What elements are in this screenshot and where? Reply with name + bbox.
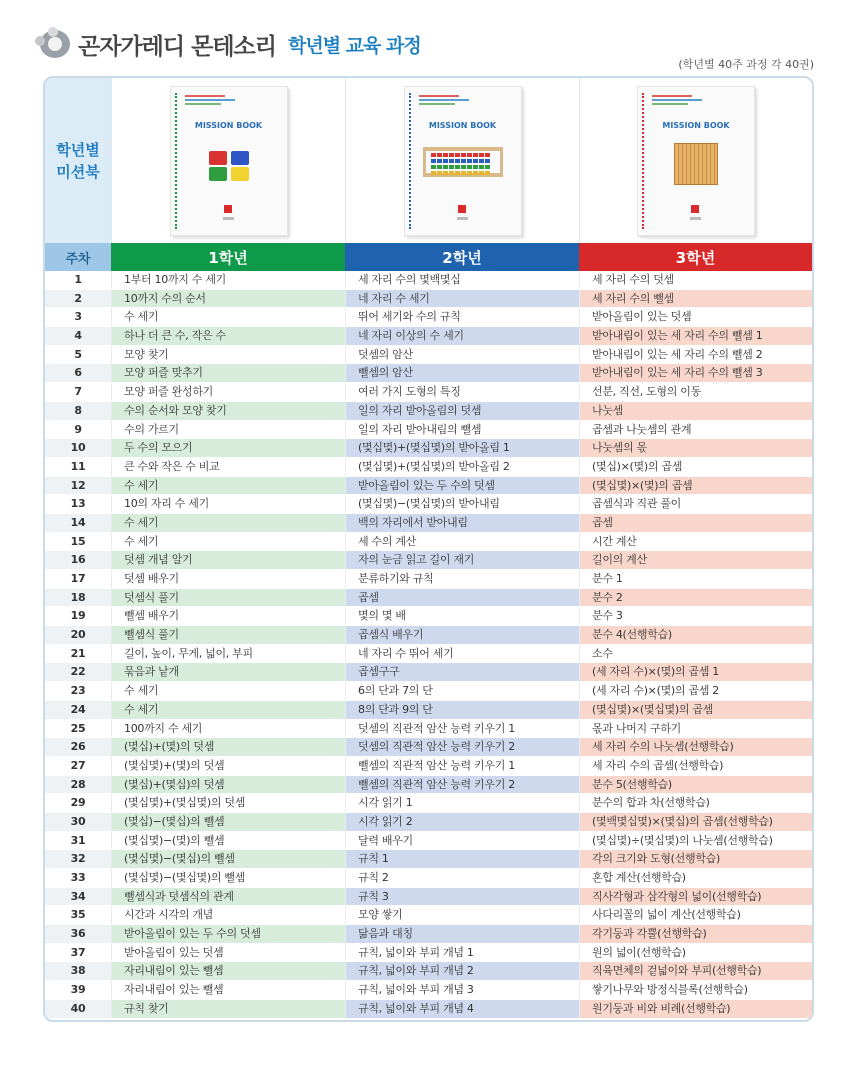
week-number: 39 — [45, 981, 111, 1000]
week-number: 2 — [45, 290, 111, 309]
table-row — [45, 364, 812, 383]
grade1-topic: (몇십몇)+(몇십몇)의 덧셈 — [111, 794, 345, 813]
table-row — [45, 383, 812, 402]
grade1-topic: 수의 순서와 모양 찾기 — [111, 402, 345, 421]
table-body — [45, 271, 812, 1019]
grade3-topic: 받아내림이 있는 세 자리 수의 뺄셈 3 — [579, 364, 812, 383]
grade2-topic: 분류하기와 규칙 — [345, 570, 579, 589]
grade3-topic: 세 자리 수의 나눗셈(선행학습) — [579, 738, 812, 757]
week-number: 30 — [45, 813, 111, 832]
grade2-topic: 세 자리 수의 몇백몇십 — [345, 271, 579, 290]
week-number: 16 — [45, 551, 111, 570]
grade1-book-cell — [111, 78, 345, 243]
grade2-mission-book-cover — [404, 86, 522, 236]
grade3-topic: 선분, 직선, 도형의 이동 — [579, 383, 812, 402]
table-row — [45, 925, 812, 944]
grade2-topic: 받아올림이 있는 두 수의 덧셈 — [345, 477, 579, 496]
grade2-topic: 일의 자리 받아내림의 뺄셈 — [345, 421, 579, 440]
table-row — [45, 720, 812, 739]
grade2-topic: 규칙, 넓이와 부피 개념 2 — [345, 962, 579, 981]
week-number: 18 — [45, 589, 111, 608]
grade2-topic: 덧셈의 직관적 암산 능력 키우기 1 — [345, 720, 579, 739]
grade2-topic: 곱셈 — [345, 589, 579, 608]
grade2-topic: 8의 단과 9의 단 — [345, 701, 579, 720]
week-number: 25 — [45, 720, 111, 739]
table-row — [45, 551, 812, 570]
grade2-topic: 규칙, 넓이와 부피 개념 3 — [345, 981, 579, 1000]
week-number: 32 — [45, 850, 111, 869]
brain-logo-icon — [34, 27, 72, 61]
week-number: 13 — [45, 495, 111, 514]
grade3-topic: 시간 계산 — [579, 533, 812, 552]
brand-title: 곤자가레디 몬테소리 — [78, 33, 276, 60]
week-number: 37 — [45, 944, 111, 963]
week-number: 9 — [45, 421, 111, 440]
grade3-topic: 곱셈 — [579, 514, 812, 533]
grade3-topic: 몫과 나머지 구하기 — [579, 720, 812, 739]
grade3-topic: 세 자리 수의 뺄셈 — [579, 290, 812, 309]
grade3-topic: 직육면체의 겉넓이와 부피(선행학습) — [579, 962, 812, 981]
grade3-topic: 곱셈식과 직관 풀이 — [579, 495, 812, 514]
grade2-topic: 뺄셈의 직관적 암산 능력 키우기 2 — [345, 776, 579, 795]
week-number: 14 — [45, 514, 111, 533]
grade3-topic: (세 자리 수)×(몇)의 곱셈 1 — [579, 663, 812, 682]
grade1-mission-book-cover — [170, 86, 288, 236]
table-row — [45, 701, 812, 720]
grade1-topic: 뺄셈 배우기 — [111, 607, 345, 626]
grade3-topic: 분수의 합과 차(선행학습) — [579, 794, 812, 813]
curriculum-table — [45, 243, 812, 1019]
table-row — [45, 458, 812, 477]
grade1-topic: 10까지 수의 순서 — [111, 290, 345, 309]
grade2-topic: 뺄셈의 직관적 암산 능력 키우기 1 — [345, 757, 579, 776]
table-row — [45, 869, 812, 888]
table-row — [45, 477, 812, 496]
table-row — [45, 421, 812, 440]
grade1-topic: 하나 더 큰 수, 작은 수 — [111, 327, 345, 346]
grade2-topic: 몇의 몇 배 — [345, 607, 579, 626]
grade2-topic: 여러 가지 도형의 특징 — [345, 383, 579, 402]
grade2-topic: 자의 눈금 읽고 길이 재기 — [345, 551, 579, 570]
grade2-topic: 뛰어 세기와 수의 규칙 — [345, 308, 579, 327]
week-number: 1 — [45, 271, 111, 290]
grade2-topic: 규칙 2 — [345, 869, 579, 888]
week-number: 12 — [45, 477, 111, 496]
table-row — [45, 850, 812, 869]
grade1-topic: 큰 수와 작은 수 비교 — [111, 458, 345, 477]
table-row — [45, 906, 812, 925]
grade3-topic: 분수 1 — [579, 570, 812, 589]
grade2-topic: 규칙 1 — [345, 850, 579, 869]
week-number: 38 — [45, 962, 111, 981]
grade2-topic: 달력 배우기 — [345, 832, 579, 851]
week-number: 21 — [45, 645, 111, 664]
grade3-topic: (몇십몇)×(몇십몇)의 곱셈 — [579, 701, 812, 720]
table-row — [45, 776, 812, 795]
grade3-topic: 나눗셈 — [579, 402, 812, 421]
grade3-topic: (몇십)×(몇)의 곱셈 — [579, 458, 812, 477]
grade3-book-cell — [579, 78, 812, 243]
grade2-topic: 모양 쌓기 — [345, 906, 579, 925]
table-header-row — [45, 243, 812, 271]
week-number: 36 — [45, 925, 111, 944]
week-number: 28 — [45, 776, 111, 795]
mission-book-row — [45, 78, 812, 243]
grade1-topic: (몇십몇)−(몇)의 뺄셈 — [111, 832, 345, 851]
grade2-topic: 세 수의 계산 — [345, 533, 579, 552]
grade1-topic: 덧셈 개념 알기 — [111, 551, 345, 570]
table-row — [45, 981, 812, 1000]
table-row — [45, 607, 812, 626]
week-number: 35 — [45, 906, 111, 925]
grade1-topic: 시간과 시각의 개념 — [111, 906, 345, 925]
week-number: 27 — [45, 757, 111, 776]
table-row — [45, 1000, 812, 1019]
table-row — [45, 495, 812, 514]
grade1-topic: 길이, 높이, 무게, 넓이, 부피 — [111, 645, 345, 664]
grade3-topic: 원기둥과 비와 비례(선행학습) — [579, 1000, 812, 1019]
table-row — [45, 308, 812, 327]
week-number: 15 — [45, 533, 111, 552]
header-grade2: 2학년 — [345, 243, 579, 271]
table-row — [45, 290, 812, 309]
grade2-book-title: MISSION BOOK — [428, 120, 497, 130]
grade3-topic: 분수 4(선행학습) — [579, 626, 812, 645]
grade1-topic: (몇십몇)−(몇십몇)의 뺄셈 — [111, 869, 345, 888]
grade1-topic: 수 세기 — [111, 682, 345, 701]
grade3-topic: 분수 2 — [579, 589, 812, 608]
table-row — [45, 589, 812, 608]
grade1-topic: (몇십)+(몇)의 덧셈 — [111, 738, 345, 757]
grade3-topic: 나눗셈의 몫 — [579, 439, 812, 458]
grade3-topic: 쌓기나무와 방정식블록(선행학습) — [579, 981, 812, 1000]
week-number: 33 — [45, 869, 111, 888]
week-number: 5 — [45, 346, 111, 365]
table-row — [45, 346, 812, 365]
grade1-topic: (몇십)−(몇십)의 뺄셈 — [111, 813, 345, 832]
grade1-topic: 덧셈식 풀기 — [111, 589, 345, 608]
table-row — [45, 570, 812, 589]
grade3-mission-book-cover — [637, 86, 755, 236]
table-row — [45, 757, 812, 776]
week-number: 11 — [45, 458, 111, 477]
grade3-topic: 분수 3 — [579, 607, 812, 626]
grade1-topic: 뺄셈식 풀기 — [111, 626, 345, 645]
table-row — [45, 663, 812, 682]
grade1-topic: 자리내림이 있는 뺄셈 — [111, 962, 345, 981]
grade3-topic: 소수 — [579, 645, 812, 664]
grade1-topic: 수 세기 — [111, 533, 345, 552]
grade1-topic: 받아올림이 있는 두 수의 덧셈 — [111, 925, 345, 944]
week-number: 7 — [45, 383, 111, 402]
grade3-topic: 받아올림이 있는 덧셈 — [579, 308, 812, 327]
table-row — [45, 402, 812, 421]
grade2-topic: 6의 단과 7의 단 — [345, 682, 579, 701]
week-number: 34 — [45, 888, 111, 907]
week-number: 24 — [45, 701, 111, 720]
grade3-topic: (세 자리 수)×(몇)의 곱셈 2 — [579, 682, 812, 701]
week-number: 8 — [45, 402, 111, 421]
week-number: 26 — [45, 738, 111, 757]
grade3-topic: 세 자리 수의 덧셈 — [579, 271, 812, 290]
grade1-topic: (몇십몇)+(몇)의 덧셈 — [111, 757, 345, 776]
grade1-topic: 수의 가르기 — [111, 421, 345, 440]
table-row — [45, 738, 812, 757]
grade1-topic: 규칙 찾기 — [111, 1000, 345, 1019]
curriculum-title: 학년별 교육 과정 — [287, 34, 421, 57]
table-row — [45, 533, 812, 552]
curriculum-table-frame — [43, 76, 814, 1022]
week-number: 29 — [45, 794, 111, 813]
table-row — [45, 327, 812, 346]
grade3-topic: 받아내림이 있는 세 자리 수의 뺄셈 1 — [579, 327, 812, 346]
grade3-topic: (몇백몇십몇)×(몇십)의 곱셈(선행학습) — [579, 813, 812, 832]
table-row — [45, 626, 812, 645]
grade2-topic: 뺄셈의 암산 — [345, 364, 579, 383]
grade1-topic: 뺄셈식과 덧셈식의 관계 — [111, 888, 345, 907]
grade1-topic: 자리내림이 있는 뺄셈 — [111, 981, 345, 1000]
grade3-topic: 곱셈과 나눗셈의 관계 — [579, 421, 812, 440]
grade3-topic: 세 자리 수의 곱셈(선행학습) — [579, 757, 812, 776]
grade2-topic: 규칙, 넓이와 부피 개념 4 — [345, 1000, 579, 1019]
table-row — [45, 832, 812, 851]
table-row — [45, 962, 812, 981]
grade2-topic: 덧셈의 직관적 암산 능력 키우기 2 — [345, 738, 579, 757]
week-number: 6 — [45, 364, 111, 383]
week-number: 20 — [45, 626, 111, 645]
mission-book-label — [45, 78, 111, 243]
grade1-topic: 10의 자리 수 세기 — [111, 495, 345, 514]
week-number: 40 — [45, 1000, 111, 1019]
grade1-topic: 모양 찾기 — [111, 346, 345, 365]
grade1-topic: 덧셈 배우기 — [111, 570, 345, 589]
grade2-topic: 네 자리 수 세기 — [345, 290, 579, 309]
grade3-topic: 혼합 계산(선행학습) — [579, 869, 812, 888]
grade3-topic: (몇십몇)÷(몇십몇)의 나눗셈(선행학습) — [579, 832, 812, 851]
table-row — [45, 514, 812, 533]
grade1-topic: (몇십몇)−(몇십)의 뺄셈 — [111, 850, 345, 869]
grade3-topic: 원의 넓이(선행학습) — [579, 944, 812, 963]
page-header — [34, 24, 421, 64]
grade1-topic: 받아올림이 있는 덧셈 — [111, 944, 345, 963]
grade2-topic: 네 자리 이상의 수 세기 — [345, 327, 579, 346]
golden-bead-square-icon — [674, 143, 718, 185]
grade3-topic: 직사각형과 삼각형의 넓이(선행학습) — [579, 888, 812, 907]
grade3-book-title: MISSION BOOK — [662, 120, 730, 130]
grade1-book-title: MISSION BOOK — [194, 120, 263, 130]
table-row — [45, 944, 812, 963]
table-row — [45, 439, 812, 458]
grade1-topic: 수 세기 — [111, 514, 345, 533]
course-note: (학년별 40주 과정 각 40권) — [678, 58, 814, 71]
grade3-topic: 각기둥과 각뿔(선행학습) — [579, 925, 812, 944]
grade2-topic: (몇십몇)+(몇십몇)의 받아올림 1 — [345, 439, 579, 458]
grade2-topic: (몇십몇)+(몇십몇)의 받아올림 2 — [345, 458, 579, 477]
grade2-topic: 덧셈의 암산 — [345, 346, 579, 365]
grade3-topic: (몇십몇)×(몇)의 곱셈 — [579, 477, 812, 496]
grade1-topic: 묶음과 낱개 — [111, 663, 345, 682]
table-row — [45, 794, 812, 813]
grade1-topic: (몇십)+(몇십)의 덧셈 — [111, 776, 345, 795]
week-number: 4 — [45, 327, 111, 346]
header-grade1: 1학년 — [111, 243, 345, 271]
grade2-topic: 백의 자리에서 받아내림 — [345, 514, 579, 533]
grade1-topic: 100까지 수 세기 — [111, 720, 345, 739]
mission-book-label-text: 학년별 미션북 — [56, 140, 100, 181]
table-row — [45, 682, 812, 701]
header-week: 주차 — [45, 243, 111, 271]
grade1-topic: 수 세기 — [111, 477, 345, 496]
table-row — [45, 271, 812, 290]
table-row — [45, 645, 812, 664]
grade1-topic: 1부터 10까지 수 세기 — [111, 271, 345, 290]
grade2-topic: (몇십몇)−(몇십몇)의 받아내림 — [345, 495, 579, 514]
grade1-topic: 수 세기 — [111, 308, 345, 327]
grade2-topic: 닮음과 대칭 — [345, 925, 579, 944]
week-number: 31 — [45, 832, 111, 851]
week-number: 10 — [45, 439, 111, 458]
week-number: 19 — [45, 607, 111, 626]
grade2-topic: 규칙 3 — [345, 888, 579, 907]
grade3-topic: 분수 5(선행학습) — [579, 776, 812, 795]
grade2-topic: 규칙, 넓이와 부피 개념 1 — [345, 944, 579, 963]
header-grade3: 3학년 — [579, 243, 812, 271]
grade2-topic: 시각 읽기 1 — [345, 794, 579, 813]
grade2-topic: 네 자리 수 뛰어 세기 — [345, 645, 579, 664]
week-number: 23 — [45, 682, 111, 701]
grade2-book-cell — [345, 78, 579, 243]
grade2-topic: 곱셈식 배우기 — [345, 626, 579, 645]
grade2-topic: 곱셈구구 — [345, 663, 579, 682]
grade1-topic: 두 수의 모으기 — [111, 439, 345, 458]
grade1-topic: 모양 퍼즐 맞추기 — [111, 364, 345, 383]
week-number: 17 — [45, 570, 111, 589]
grade3-topic: 각의 크기와 도형(선행학습) — [579, 850, 812, 869]
table-row — [45, 813, 812, 832]
table-row — [45, 888, 812, 907]
grade1-topic: 모양 퍼즐 완성하기 — [111, 383, 345, 402]
week-number: 3 — [45, 308, 111, 327]
grade3-topic: 길이의 계산 — [579, 551, 812, 570]
grade2-topic: 일의 자리 받아올림의 덧셈 — [345, 402, 579, 421]
grade1-topic: 수 세기 — [111, 701, 345, 720]
grade3-topic: 받아내림이 있는 세 자리 수의 뺄셈 2 — [579, 346, 812, 365]
week-number: 22 — [45, 663, 111, 682]
grade2-topic: 시각 읽기 2 — [345, 813, 579, 832]
grade3-topic: 사다리꼴의 넓이 계산(선행학습) — [579, 906, 812, 925]
